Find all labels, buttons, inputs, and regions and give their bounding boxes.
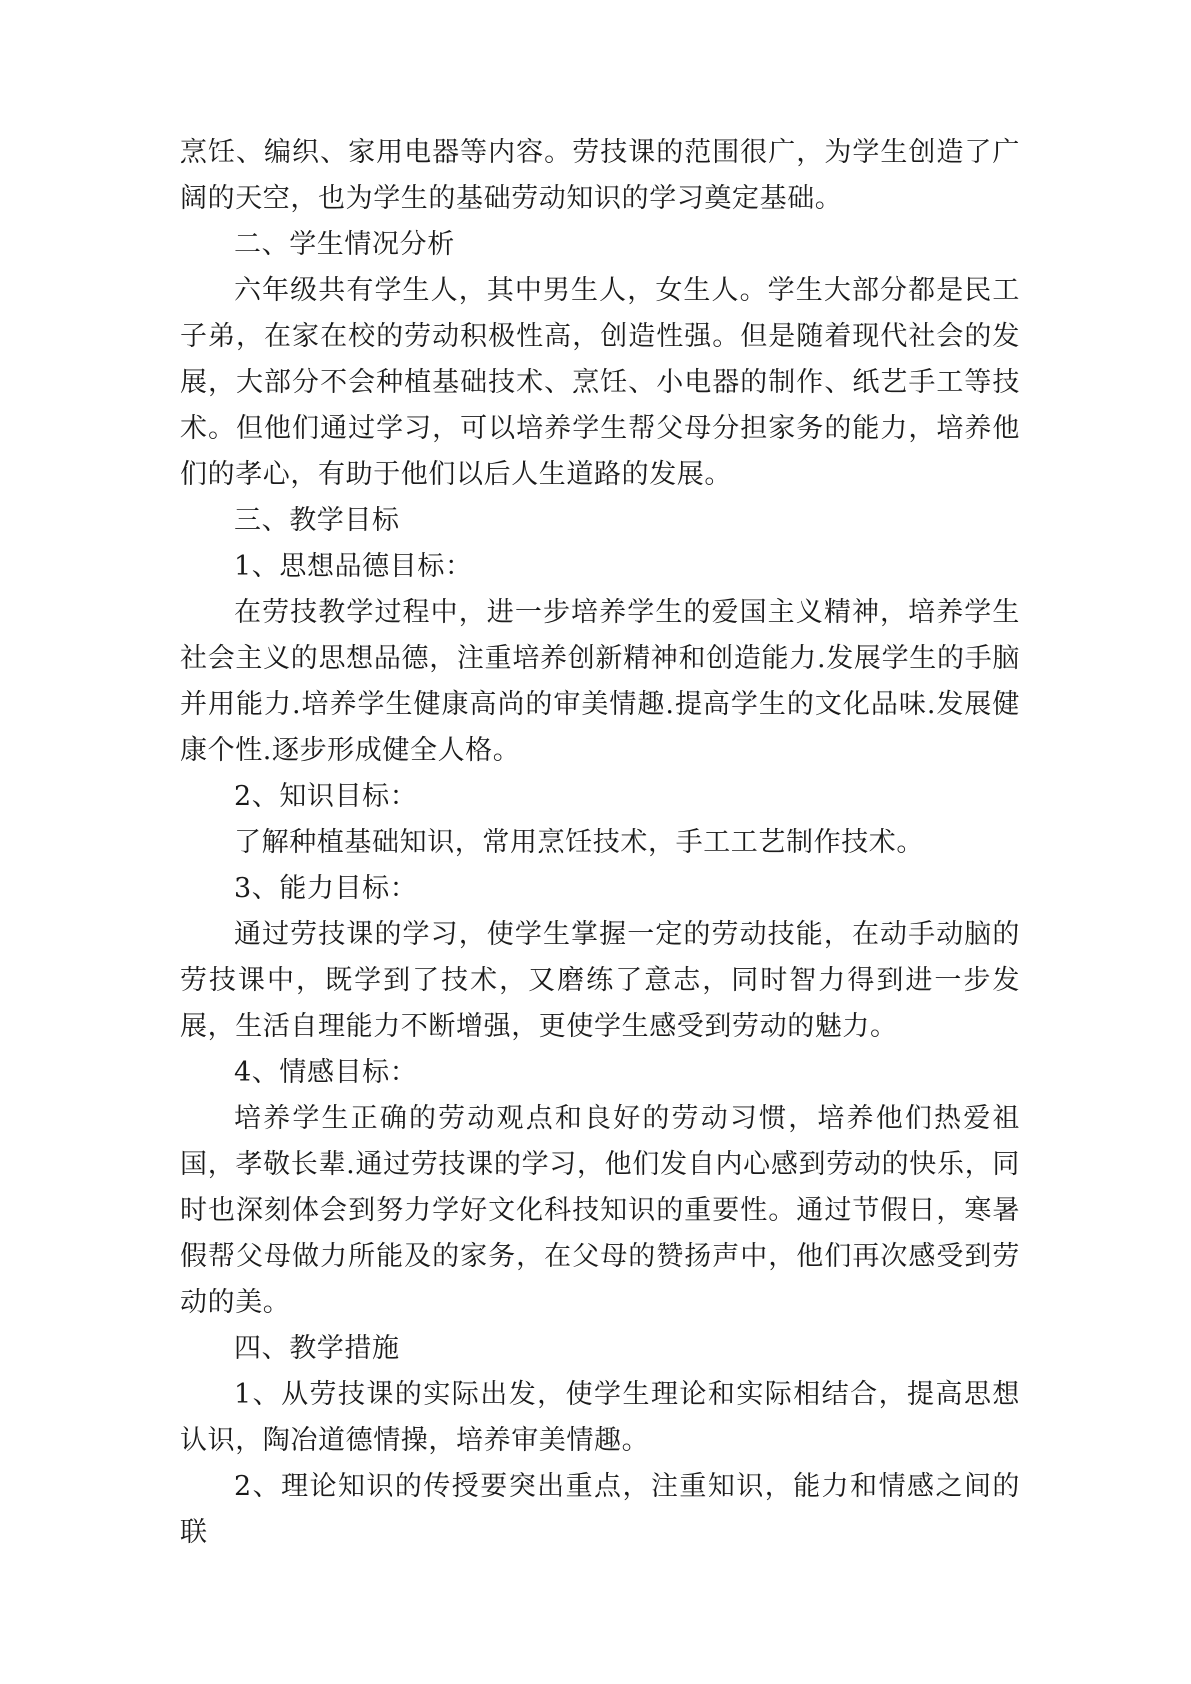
document-body bbox=[180, 130, 1020, 1556]
paragraph-emotion-goal: 培养学生正确的劳动观点和良好的劳动习惯，培养他们热爱祖国，孝敬长辈.通过劳技课的学习，他们发自内心感到劳动的快乐，同时也深刻体会到努力学好文化科技知识的重要性。通过节假日，寒暑假帮父母做力所能及的家务，在父母的赞扬声中，他们再次感受到劳动的美。 bbox=[180, 1103, 1020, 1318]
section-heading-teaching-goals: 三、教学目标 bbox=[234, 505, 400, 536]
paragraph-continuation: 烹饪、编织、家用电器等内容。劳技课的范围很广，为学生创造了广阔的天空，也为学生的基础劳动知识的学习奠定基础。 bbox=[180, 137, 1020, 214]
subheading-moral-goal: 1、思想品德目标： bbox=[234, 551, 473, 582]
section-heading-student-analysis: 二、学生情况分析 bbox=[234, 229, 455, 260]
paragraph-student-analysis: 六年级共有学生人，其中男生人，女生人。学生大部分都是民工子弟，在家在校的劳动积极性高，创造性强。但是随着现代社会的发展，大部分不会种植基础技术、烹饪、小电器的制作、纸艺手工等技术。但他们通过学习，可以培养学生帮父母分担家务的能力，培养他们的孝心，有助于他们以后人生道路的发展。 bbox=[180, 275, 1020, 490]
subheading-ability-goal: 3、能力目标： bbox=[234, 873, 418, 904]
subheading-emotion-goal: 4、情感目标： bbox=[234, 1057, 418, 1088]
paragraph-ability-goal: 通过劳技课的学习，使学生掌握一定的劳动技能，在动手动脑的劳技课中，既学到了技术，又磨练了意志，同时智力得到进一步发展，生活自理能力不断增强，更使学生感受到劳动的魅力。 bbox=[180, 919, 1020, 1042]
subheading-knowledge-goal: 2、知识目标： bbox=[234, 781, 418, 812]
paragraph-moral-goal: 在劳技教学过程中，进一步培养学生的爱国主义精神，培养学生社会主义的思想品德，注重培养创新精神和创造能力.发展学生的手脑并用能力.培养学生健康高尚的审美情趣.提高学生的文化品味.发展健康个性.逐步形成健全人格。 bbox=[180, 597, 1020, 766]
paragraph-measure-2: 2、理论知识的传授要突出重点，注重知识，能力和情感之间的联 bbox=[180, 1471, 1020, 1548]
paragraph-knowledge-goal: 了解种植基础知识，常用烹饪技术，手工工艺制作技术。 bbox=[234, 827, 924, 858]
paragraph-measure-1: 1、从劳技课的实际出发，使学生理论和实际相结合，提高思想认识，陶冶道德情操，培养审美情趣。 bbox=[180, 1379, 1020, 1456]
section-heading-teaching-measures: 四、教学措施 bbox=[234, 1333, 400, 1364]
